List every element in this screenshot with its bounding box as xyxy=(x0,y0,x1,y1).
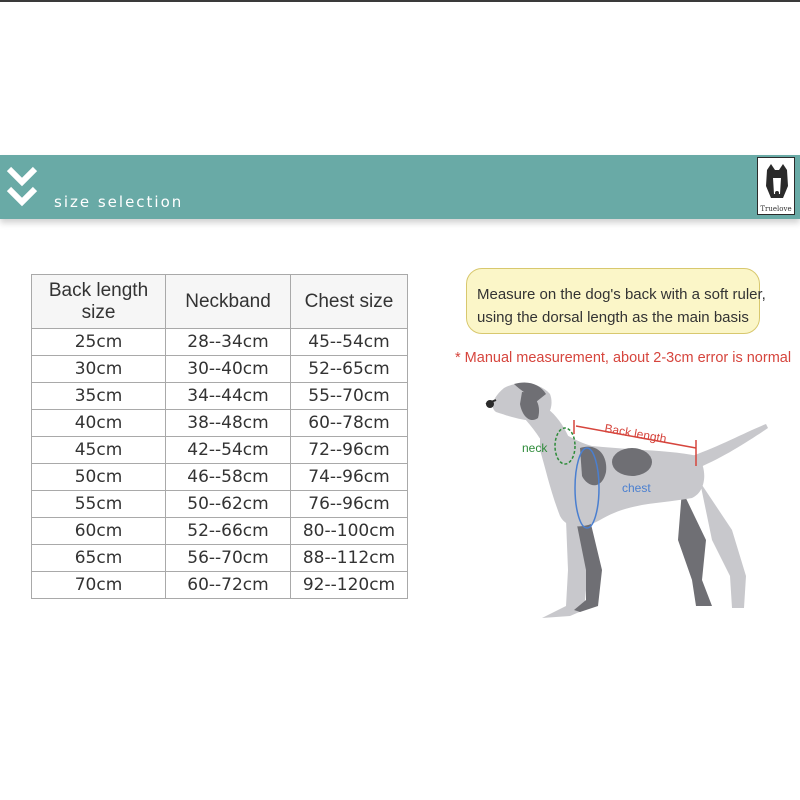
measure-note-line-1: Measure on the dog's back with a soft ruler, xyxy=(477,286,766,303)
cell-chest-size: 92--120cm xyxy=(291,572,408,599)
cell-chest-size: 52--65cm xyxy=(291,356,408,383)
cell-neckband: 60--72cm xyxy=(166,572,291,599)
cell-neckband: 52--66cm xyxy=(166,518,291,545)
cell-back-length: 45cm xyxy=(32,437,166,464)
cell-neckband: 34--44cm xyxy=(166,383,291,410)
table-header-row xyxy=(32,275,408,329)
brand-logo xyxy=(757,157,795,215)
cell-back-length: 65cm xyxy=(32,545,166,572)
cell-back-length: 25cm xyxy=(32,329,166,356)
size-table xyxy=(31,274,408,599)
cell-neckband: 42--54cm xyxy=(166,437,291,464)
cell-neckband: 56--70cm xyxy=(166,545,291,572)
table-row xyxy=(32,545,408,572)
chest-label: chest xyxy=(622,481,651,495)
cell-chest-size: 88--112cm xyxy=(291,545,408,572)
measure-note-line-2: using the dorsal length as the main basis xyxy=(477,309,749,326)
cell-neckband: 30--40cm xyxy=(166,356,291,383)
table-row xyxy=(32,329,408,356)
cell-chest-size: 72--96cm xyxy=(291,437,408,464)
table-row xyxy=(32,518,408,545)
cell-back-length: 60cm xyxy=(32,518,166,545)
cell-chest-size: 74--96cm xyxy=(291,464,408,491)
dog-measurement-diagram xyxy=(470,370,800,630)
cell-back-length: 30cm xyxy=(32,356,166,383)
cell-back-length: 70cm xyxy=(32,572,166,599)
back-length-label: Back length xyxy=(603,421,668,446)
table-row xyxy=(32,491,408,518)
cell-chest-size: 55--70cm xyxy=(291,383,408,410)
cell-neckband: 50--62cm xyxy=(166,491,291,518)
cell-back-length: 40cm xyxy=(32,410,166,437)
table-row xyxy=(32,437,408,464)
header-chest-size: Chest size xyxy=(291,275,408,329)
table-row xyxy=(32,464,408,491)
cell-back-length: 50cm xyxy=(32,464,166,491)
top-rule xyxy=(0,0,800,2)
header-back-length: Back length size xyxy=(32,275,166,329)
dog-illustration xyxy=(486,382,768,618)
cell-chest-size: 80--100cm xyxy=(291,518,408,545)
cell-chest-size: 60--78cm xyxy=(291,410,408,437)
logo-text: Truelove xyxy=(760,205,792,213)
header-neckband: Neckband xyxy=(166,275,291,329)
table-row xyxy=(32,383,408,410)
chevron-down-icon xyxy=(6,165,38,209)
cell-neckband: 28--34cm xyxy=(166,329,291,356)
cell-chest-size: 45--54cm xyxy=(291,329,408,356)
table-row xyxy=(32,410,408,437)
section-banner xyxy=(0,155,800,219)
cell-chest-size: 76--96cm xyxy=(291,491,408,518)
cell-neckband: 38--48cm xyxy=(166,410,291,437)
table-row xyxy=(32,356,408,383)
cell-back-length: 35cm xyxy=(32,383,166,410)
measurement-warning: * Manual measurement, about 2-3cm error is normal xyxy=(455,350,792,366)
section-title: size selection xyxy=(54,193,184,211)
dog-face-icon xyxy=(761,160,793,204)
table-row xyxy=(32,572,408,599)
measure-note-box xyxy=(466,268,766,334)
cell-back-length: 55cm xyxy=(32,491,166,518)
cell-neckband: 46--58cm xyxy=(166,464,291,491)
neck-label: neck xyxy=(522,441,548,455)
